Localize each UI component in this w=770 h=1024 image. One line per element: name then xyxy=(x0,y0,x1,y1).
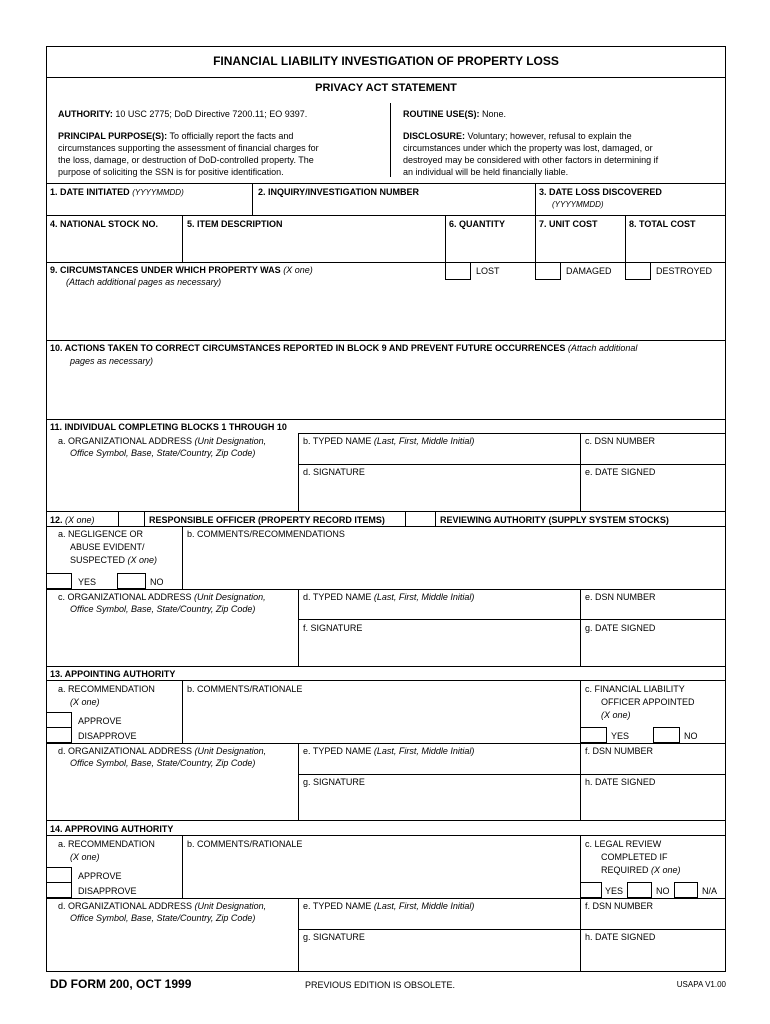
divider xyxy=(298,929,726,930)
block10-hint2: pages as necessary) xyxy=(70,356,154,366)
authority-label: AUTHORITY: xyxy=(58,109,113,119)
privacy-authority xyxy=(58,108,307,120)
block11-a-title: a. ORGANIZATIONAL ADDRESS xyxy=(58,436,193,446)
block12-d-hint: (Last, First, Middle Initial) xyxy=(373,592,475,602)
block12-d-title: d. TYPED NAME xyxy=(303,592,372,602)
block12-c-hint: (Unit Designation, xyxy=(194,592,266,602)
divider xyxy=(46,77,726,78)
reviewing-authority-checkbox[interactable] xyxy=(405,511,436,527)
divider xyxy=(46,589,726,590)
divider xyxy=(46,419,726,420)
purpose-line-2: the loss, damage, or destruction of DoD-controlled property. The xyxy=(58,155,314,165)
divider xyxy=(445,215,446,262)
legal-no-checkbox[interactable] xyxy=(627,882,652,898)
block14-e-title: e. TYPED NAME xyxy=(303,901,372,911)
block3-hint: (YYYYMMDD) xyxy=(552,200,604,209)
block6-label[interactable]: 6. QUANTITY xyxy=(449,219,506,229)
block11-c-label[interactable]: c. DSN NUMBER xyxy=(585,436,656,446)
block14-c-line2: COMPLETED IF xyxy=(601,852,668,862)
block11-a-hint2: Office Symbol, Base, State/Country, Zip Code) xyxy=(70,448,256,458)
block13-a-label: a. RECOMMENDATION xyxy=(58,684,155,694)
block11-d-label[interactable]: d. SIGNATURE xyxy=(303,467,365,477)
divider xyxy=(252,183,253,215)
authority-text: 10 USC 2775; DoD Directive 7200.11; EO 9397. xyxy=(115,109,308,119)
disclosure-line-2: destroyed may be considered with other factors in determining if xyxy=(403,155,659,165)
routine-text: None. xyxy=(482,109,507,119)
divider xyxy=(46,820,726,821)
block11-b-hint: (Last, First, Middle Initial) xyxy=(373,436,475,446)
lost-checkbox[interactable] xyxy=(445,262,471,280)
block10-hint: (Attach additional xyxy=(567,343,638,353)
legal-na-label: N/A xyxy=(702,886,718,896)
block4-label[interactable]: 4. NATIONAL STOCK NO. xyxy=(50,219,159,229)
divider xyxy=(625,215,626,262)
divider xyxy=(298,589,299,666)
block14-d-hint: (Unit Designation, xyxy=(194,901,267,911)
divider xyxy=(535,215,536,262)
block13-f-label[interactable]: f. DSN NUMBER xyxy=(585,746,654,756)
block2-label[interactable]: 2. INQUIRY/INVESTIGATION NUMBER xyxy=(258,187,420,197)
block12-c-hint2: Office Symbol, Base, State/Country, Zip Code) xyxy=(70,604,256,614)
routine-label: ROUTINE USE(S): xyxy=(403,109,480,119)
block12-a-suspected: SUSPECTED xyxy=(70,555,126,565)
divider xyxy=(46,215,726,216)
block10-title: 10. ACTIONS TAKEN TO CORRECT CIRCUMSTANCES REPORTED IN BLOCK 9 AND PREVENT FUTURE OCCURRENCES xyxy=(50,343,566,353)
divider xyxy=(46,526,726,527)
approving-disapprove-label: DISAPPROVE xyxy=(78,886,137,896)
block14-b-label[interactable]: b. COMMENTS/RATIONALE xyxy=(187,839,303,849)
block13-d-label[interactable] xyxy=(58,745,266,757)
negligence-yes-label: YES xyxy=(78,577,97,587)
divider xyxy=(46,511,726,512)
destroyed-checkbox[interactable] xyxy=(625,262,651,280)
destroyed-label: DESTROYED xyxy=(656,266,713,276)
legal-yes-label: YES xyxy=(605,886,624,896)
divider xyxy=(298,433,726,434)
block12-a-label: a. NEGLIGENCE OR xyxy=(58,529,144,539)
block13-e-label[interactable] xyxy=(303,745,474,757)
block5-label[interactable]: 5. ITEM DESCRIPTION xyxy=(187,219,283,229)
form-title: FINANCIAL LIABILITY INVESTIGATION OF PROPERTY LOSS xyxy=(213,54,559,68)
block12-xone: (X one) xyxy=(65,515,95,525)
divider xyxy=(580,589,581,666)
responsible-officer-checkbox[interactable] xyxy=(118,511,145,527)
block1-hint: (YYYYMMDD) xyxy=(132,188,184,197)
privacy-purpose-line xyxy=(58,130,293,142)
block12-a-line2: ABUSE EVIDENT/ xyxy=(70,542,145,552)
block8-label[interactable]: 8. TOTAL COST xyxy=(629,219,696,229)
privacy-heading: PRIVACY ACT STATEMENT xyxy=(315,82,457,94)
block13-b-label[interactable]: b. COMMENTS/RATIONALE xyxy=(187,684,303,694)
damaged-label: DAMAGED xyxy=(566,266,612,276)
disclosure-line-3: an individual will be held financially liable. xyxy=(403,167,569,177)
divider xyxy=(298,619,726,620)
block12-c-title: c. ORGANIZATIONAL ADDRESS xyxy=(58,592,192,602)
block7-label[interactable]: 7. UNIT COST xyxy=(539,219,598,229)
block11-b-title: b. TYPED NAME xyxy=(303,436,372,446)
block11-a-hint: (Unit Designation, xyxy=(194,436,267,446)
block13-g-label[interactable]: g. SIGNATURE xyxy=(303,777,365,787)
disclosure-line-0: Voluntary; however, refusal to explain the xyxy=(467,131,632,141)
flo-yes-label: YES xyxy=(611,731,630,741)
privacy-disclosure-line xyxy=(403,130,632,142)
approving-disapprove-checkbox[interactable] xyxy=(46,882,72,898)
block11-e-label[interactable]: e. DATE SIGNED xyxy=(585,467,656,477)
block9-label xyxy=(50,264,313,276)
appoint-disapprove-checkbox[interactable] xyxy=(46,727,72,743)
reviewing-authority-label: REVIEWING AUTHORITY (SUPPLY SYSTEM STOCKS) xyxy=(440,515,669,525)
block12-e-label[interactable]: e. DSN NUMBER xyxy=(585,592,656,602)
block14-c-hint: (X one) xyxy=(651,865,681,875)
block9-sub: (Attach additional pages as necessary) xyxy=(66,277,222,287)
version-note: USAPA V1.00 xyxy=(676,980,726,989)
block13-e-title: e. TYPED NAME xyxy=(303,746,372,756)
block12-c-label[interactable] xyxy=(58,591,266,603)
negligence-no-checkbox[interactable] xyxy=(117,573,146,589)
purpose-label: PRINCIPAL PURPOSE(S): xyxy=(58,131,168,141)
divider xyxy=(580,835,581,972)
flo-yes-checkbox[interactable] xyxy=(580,727,607,743)
divider xyxy=(46,183,726,184)
block13-c-label: c. FINANCIAL LIABILITY xyxy=(585,684,685,694)
previous-edition-note: PREVIOUS EDITION IS OBSOLETE. xyxy=(305,980,456,990)
approving-approve-label: APPROVE xyxy=(78,871,122,881)
legal-yes-checkbox[interactable] xyxy=(580,882,602,898)
divider xyxy=(298,433,299,511)
divider xyxy=(46,898,726,899)
block13-c-line2: OFFICER APPOINTED xyxy=(601,697,695,707)
block14-e-label[interactable] xyxy=(303,900,474,912)
disclosure-line-1: circumstances under which the property was lost, damaged, or xyxy=(403,143,653,153)
block1-label[interactable] xyxy=(50,186,184,199)
legal-na-checkbox[interactable] xyxy=(674,882,698,898)
purpose-line-0: To officially report the facts and xyxy=(169,131,294,141)
appoint-approve-checkbox[interactable] xyxy=(46,712,72,728)
divider xyxy=(46,835,726,836)
appoint-approve-label: APPROVE xyxy=(78,716,122,726)
block3-label[interactable]: 3. DATE LOSS DISCOVERED xyxy=(539,187,662,197)
block12-d-label[interactable] xyxy=(303,591,474,603)
block14-f-label[interactable]: f. DSN NUMBER xyxy=(585,901,654,911)
block13-h-label[interactable]: h. DATE SIGNED xyxy=(585,777,656,787)
divider xyxy=(298,464,726,465)
divider xyxy=(46,262,726,263)
block9-title: 9. CIRCUMSTANCES UNDER WHICH PROPERTY WAS xyxy=(50,265,281,275)
purpose-line-3: purpose of soliciting the SSN is for positive identification. xyxy=(58,167,284,177)
block12-label xyxy=(50,514,95,526)
divider xyxy=(182,680,183,743)
purpose-line-1: circumstances supporting the assessment of financial charges for xyxy=(58,143,319,153)
block14-c-line3 xyxy=(601,864,681,876)
privacy-divider xyxy=(390,103,391,177)
block14-c-required: REQUIRED xyxy=(601,865,649,875)
block11-a-label[interactable] xyxy=(58,435,266,447)
block1-title: 1. DATE INITIATED xyxy=(50,187,130,197)
block14-h-label[interactable]: h. DATE SIGNED xyxy=(585,932,656,942)
divider xyxy=(298,898,299,972)
divider xyxy=(580,680,581,820)
block10-label[interactable] xyxy=(50,342,637,354)
block14-e-hint: (Last, First, Middle Initial) xyxy=(373,901,475,911)
block14-label: 14. APPROVING AUTHORITY xyxy=(50,824,174,834)
divider xyxy=(46,680,726,681)
divider xyxy=(535,183,536,215)
block14-d-title: d. ORGANIZATIONAL ADDRESS xyxy=(58,901,193,911)
divider xyxy=(182,526,183,589)
divider xyxy=(182,835,183,898)
block13-c-hint: (X one) xyxy=(601,710,631,720)
negligence-yes-checkbox[interactable] xyxy=(46,573,72,589)
lost-label: LOST xyxy=(476,266,500,276)
negligence-no-label: NO xyxy=(150,577,164,587)
block13-d-title: d. ORGANIZATIONAL ADDRESS xyxy=(58,746,193,756)
privacy-routine xyxy=(403,108,506,120)
block12-a-line3 xyxy=(70,554,157,566)
block14-d-label[interactable] xyxy=(58,900,266,912)
approving-approve-checkbox[interactable] xyxy=(46,867,72,883)
appoint-disapprove-label: DISAPPROVE xyxy=(78,731,137,741)
legal-no-label: NO xyxy=(656,886,670,896)
form-number: DD FORM 200, OCT 1999 xyxy=(50,977,192,991)
block9-hint: (X one) xyxy=(283,265,313,275)
block14-d-hint2: Office Symbol, Base, State/Country, Zip Code) xyxy=(70,913,256,923)
block14-g-label[interactable]: g. SIGNATURE xyxy=(303,932,365,942)
block12-f-label[interactable]: f. SIGNATURE xyxy=(303,623,363,633)
disclosure-label: DISCLOSURE: xyxy=(403,131,466,141)
divider xyxy=(182,215,183,262)
divider xyxy=(580,433,581,511)
block13-d-hint2: Office Symbol, Base, State/Country, Zip Code) xyxy=(70,758,256,768)
divider xyxy=(46,666,726,667)
block14-a-hint: (X one) xyxy=(70,852,100,862)
divider xyxy=(298,743,299,820)
block13-a-hint: (X one) xyxy=(70,697,100,707)
block13-e-hint: (Last, First, Middle Initial) xyxy=(373,746,475,756)
divider xyxy=(298,774,726,775)
damaged-checkbox[interactable] xyxy=(535,262,561,280)
block13-label: 13. APPOINTING AUTHORITY xyxy=(50,669,176,679)
flo-no-label: NO xyxy=(684,731,698,741)
divider xyxy=(46,340,726,341)
block12-b-label[interactable]: b. COMMENTS/RECOMMENDATIONS xyxy=(187,529,345,539)
block12-g-label[interactable]: g. DATE SIGNED xyxy=(585,623,656,633)
block12-num: 12. xyxy=(50,515,63,525)
block11-label: 11. INDIVIDUAL COMPLETING BLOCKS 1 THROUGH 10 xyxy=(50,422,287,432)
block11-b-label[interactable] xyxy=(303,435,474,447)
block14-c-label: c. LEGAL REVIEW xyxy=(585,839,662,849)
block12-a-hint: (X one) xyxy=(127,555,158,565)
flo-no-checkbox[interactable] xyxy=(653,727,680,743)
responsible-officer-label: RESPONSIBLE OFFICER (PROPERTY RECORD ITEMS) xyxy=(149,515,385,525)
block14-a-label: a. RECOMMENDATION xyxy=(58,839,155,849)
block13-d-hint: (Unit Designation, xyxy=(194,746,267,756)
divider xyxy=(46,743,726,744)
